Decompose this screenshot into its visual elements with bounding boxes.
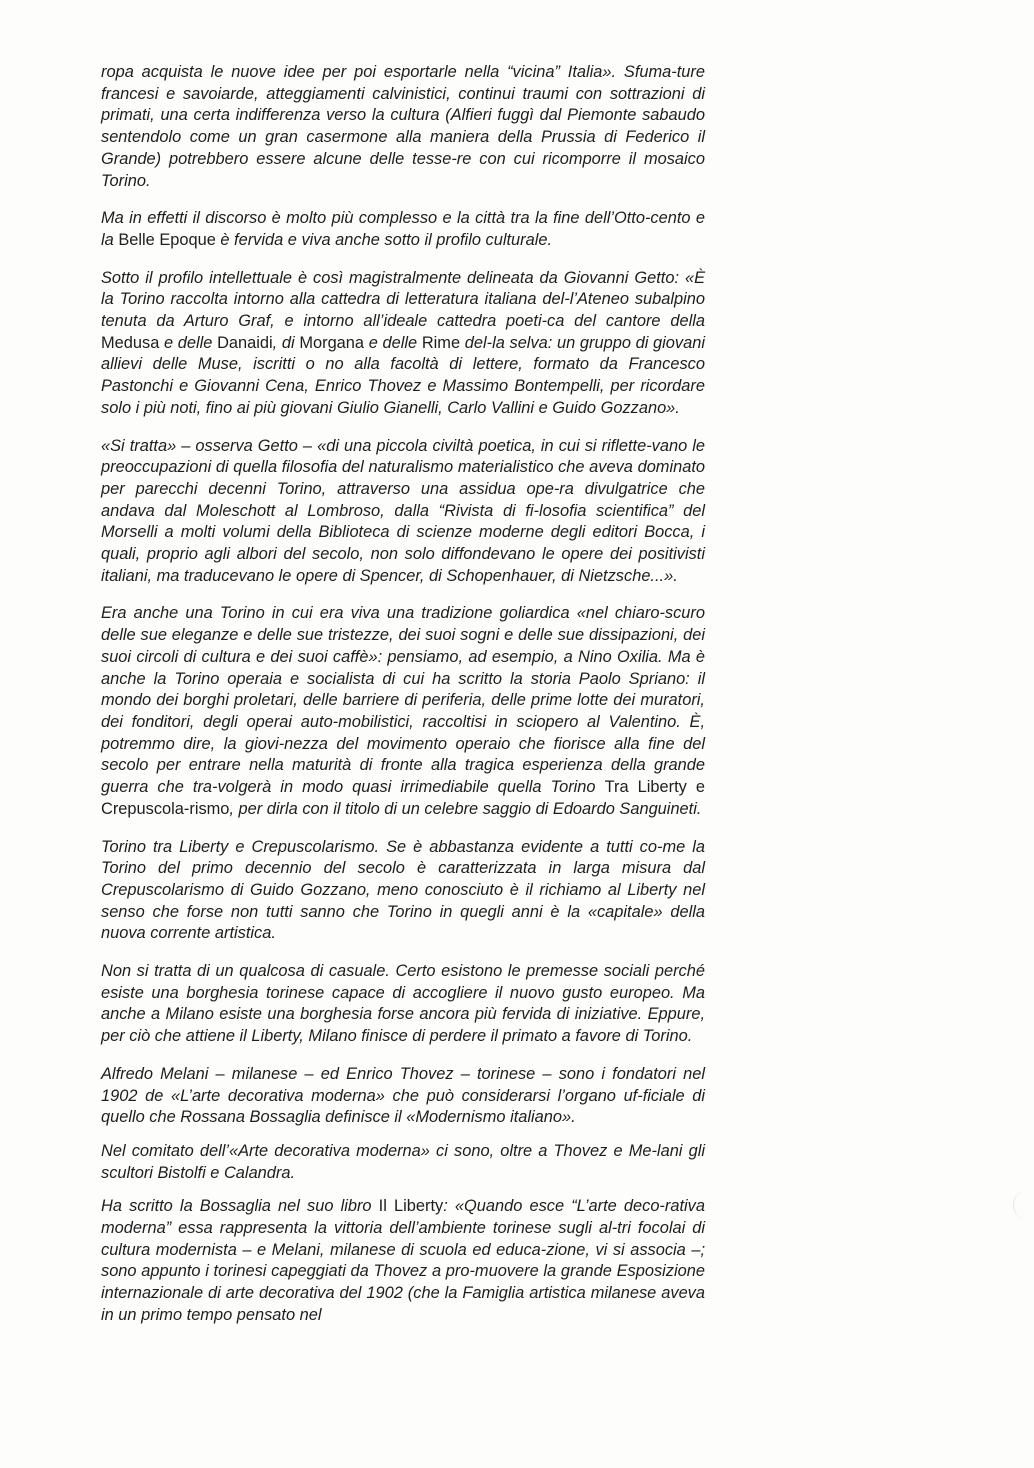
title-run: Belle Epoque xyxy=(118,230,216,249)
text-column xyxy=(101,62,705,1343)
text-run: Non si tratta di un qualcosa di casuale. Certo esistono le premesse sociali perché esiste una borghesia torinese capace di accogliere il nuovo gusto europeo. Ma anche a Milano esiste una borghesia forse ancora più fervida di iniziative. Eppure, per ciò che attiene il Liberty, Milano finisce di perdere il primato a favore di Torino. xyxy=(101,962,705,1046)
text-run: ropa acquista le nuove idee per poi esportarle nella “vicina” Italia». Sfuma-ture francesi e savoiarde, atteggiamenti calvinistici, continui traumi con sottrazioni di primati, una certa indifferenza verso la cultura (Alfieri fuggì dal Piemonte sabaudo sentendolo come un gran casermone alla maniera della Prussia di Federico il Grande) potrebbero essere alcune delle tesse-re con cui ricomporre il mosaico Torino. xyxy=(101,63,705,190)
text-run: Ma in effetti il discorso è molto più complesso e la città tra la fine dell’Otto-cento e la xyxy=(101,209,705,249)
text-run: Torino tra Liberty e Crepuscolarismo. Se è abbastanza evidente a tutti co-me la Torino del primo decennio del secolo è caratterizzata in larga misura dal Crepuscolarismo di Guido Gozzano, meno conosciuto è il richiamo al Liberty nel senso che forse non tutti sanno che Torino in quegli anni è la «capitale» della nuova corrente artistica. xyxy=(101,837,705,943)
title-run: Danaidi xyxy=(217,333,273,352)
paragraph-5 xyxy=(101,603,705,820)
text-run: Nel comitato dell’«Arte decorativa moderna» ci sono, oltre a Thovez e Me-lani gli scultori Bistolfi e Calandra. xyxy=(101,1141,705,1182)
paragraph-1 xyxy=(101,62,705,192)
text-run: e delle xyxy=(364,333,422,352)
text-run: , per dirla con il titolo di un celebre saggio di Edoardo Sanguineti. xyxy=(229,799,702,818)
text-run: e delle xyxy=(159,333,218,352)
paragraph-6 xyxy=(101,837,705,946)
paragraph-10 xyxy=(101,1196,705,1326)
paragraph-9 xyxy=(101,1141,705,1184)
paragraph-3 xyxy=(101,268,705,420)
title-run: Il Liberty xyxy=(378,1197,444,1216)
title-run: Morgana xyxy=(299,333,365,352)
text-run: Alfredo Melani – milanese – ed Enrico Thovez – torinese – sono i fondatori nel 1902 de «L’arte decorativa moderna» che può considerarsi l’organo uf-ficiale di quello che Rossana Bossaglia definisce il «Modernismo italiano». xyxy=(101,1064,705,1127)
text-run: Sotto il profilo intellettuale è così magistralmente delineata da Giovanni Getto: «È la Torino raccolta intorno alla cattedra di letteratura italiana del-l’Ateneo subalpino tenuta da Arturo Graf, e intorno all’ideale cattedra poeti-ca del cantore della xyxy=(101,268,705,331)
paragraph-7 xyxy=(101,961,705,1048)
text-run: è fervida e viva anche sotto il profilo culturale. xyxy=(215,230,553,249)
title-run: Medusa xyxy=(101,333,160,352)
paragraph-2 xyxy=(101,208,705,251)
title-run: Rime xyxy=(421,333,461,352)
title-run: Tra Liberty e Crepuscola-rismo xyxy=(101,778,705,818)
text-run: Era anche una Torino in cui era viva una tradizione goliardica «nel chiaro-scuro delle sue eleganze e delle sue tristezze, dei suoi sogni e delle sue dissipazioni, dei suoi circoli di cultura e dei suoi caffè»: pensiamo, ad esempio, a Nino Oxilia. Ma è anche la Torino operaia e socialista di cui ha scritto la storia Paolo Spriano: il mondo dei borghi proletari, delle barriere di periferia, delle prime lotte dei muratori, dei fonditori, degli operai auto-mobilistici, raccoltisi in sciopero al Valentino. È, potremmo dire, la giovi-nezza del movimento operaio che fiorisce alla fine del secolo per entrare nella maturità di fronte alla tragica esperienza della grande guerra che tra-volgerà in modo quasi irrimediabile quella Torino xyxy=(101,604,705,797)
paragraph-4 xyxy=(101,436,705,588)
text-run: «Si tratta» – osserva Getto – «di una piccola civiltà poetica, in cui si riflette-vano le preoccupazioni di quella filosofia del naturalismo materialistico che aveva dominato per parecchi decenni Torino, attraverso una assidua ope-ra divulgatrice che andava dal Moleschott al Lombroso, dalla “Rivista di fi-losofia scientifica” del Morselli a molti volumi della Biblioteca di scienze moderne degli editori Bocca, i quali, proprio agli albori del secolo, non solo diffondevano le opere dei positivisti italiani, ma traducevano le opere di Spencer, di Schopenhauer, di Nietzsche...». xyxy=(101,436,705,585)
text-run: , di xyxy=(272,333,300,352)
text-run: del-la selva: un gruppo di giovani allievi delle Muse, iscritti o no alla facoltà di lettere, formato da Francesco Pastonchi e Giovanni Cena, Enrico Thovez e Massimo Bontempelli, per ricordare solo i più noti, fino ai più giovani Giulio Gianelli, Carlo Vallini e Guido Gozzano». xyxy=(101,333,705,417)
text-run: : «Quando esce “L’arte deco-rativa moderna” essa rappresenta la vittoria dell’ambiente torinese sugli al-tri focolai di cultura modernista – e Melani, milanese di scuola ed educa-zione, vi si associa –; sono appunto i torinesi capeggiati da Thovez a pro-muovere la grande Esposizione internazionale di arte decorativa del 1902 (che la Famiglia artistica milanese aveva in un primo tempo pensato nel xyxy=(101,1197,705,1324)
page-edge-mark xyxy=(1013,1190,1034,1220)
paragraph-8 xyxy=(101,1064,705,1129)
text-run: Ha scritto la Bossaglia nel suo libro xyxy=(101,1197,379,1216)
